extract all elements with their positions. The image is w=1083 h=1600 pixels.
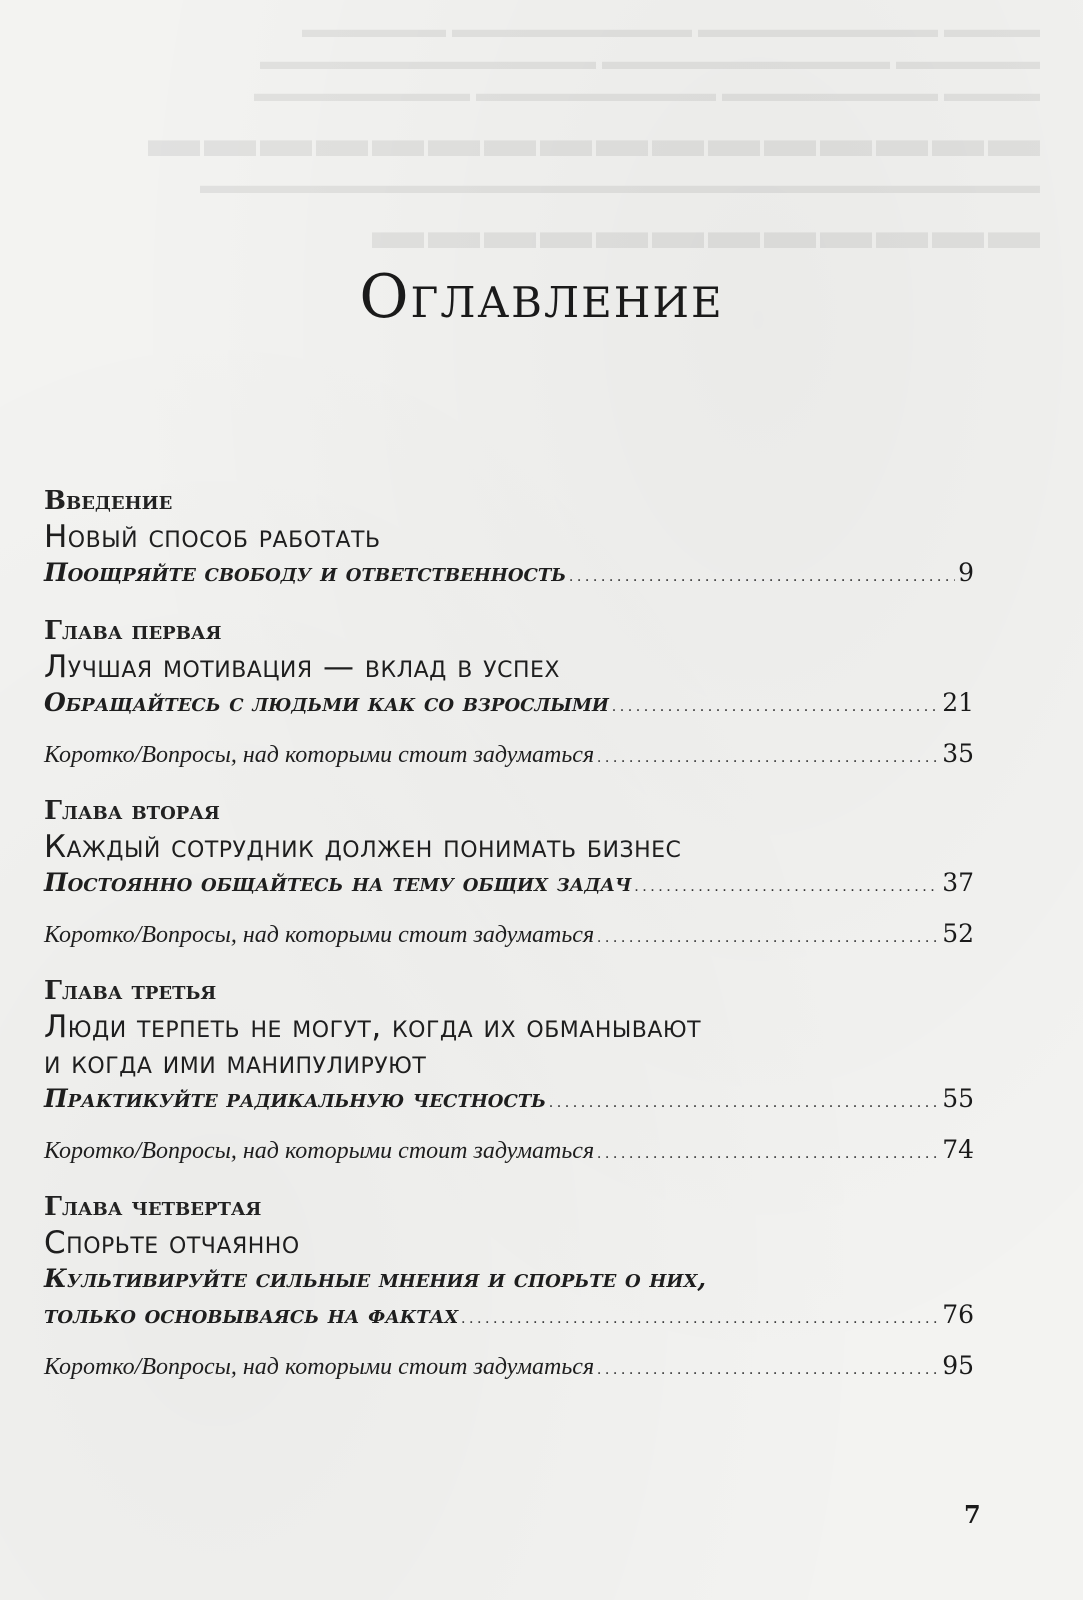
toc-entry-summary[interactable]	[44, 1349, 974, 1387]
entry-text: Обращайтесь с людьми как со взрослыми	[44, 688, 609, 717]
leader-dots	[597, 741, 939, 775]
leader-dots	[597, 1137, 939, 1171]
leader-dots	[597, 921, 939, 955]
toc-section-chapter-3	[44, 973, 974, 1171]
toc-entry-main[interactable]	[44, 1081, 974, 1121]
chapter-title: Каждый сотрудник должен понимать бизнес	[44, 829, 682, 865]
page-number: 76	[942, 1300, 974, 1329]
entry-text-first-line: Культивируйте сильные мнения и спорьте о них,	[44, 1264, 707, 1293]
toc-section-chapter-2	[44, 793, 974, 955]
page-number: 37	[942, 868, 974, 897]
page-number: 52	[942, 919, 974, 948]
page-number: 74	[942, 1135, 974, 1164]
entry-text: Коротко/Вопросы, над которыми стоит задуматься	[44, 922, 595, 948]
page-number: 35	[942, 739, 974, 768]
page-number: 55	[942, 1084, 974, 1113]
page-number: 95	[942, 1351, 974, 1380]
leader-dots	[569, 559, 955, 595]
toc-entry-summary[interactable]	[44, 737, 974, 775]
toc-entry-main[interactable]	[44, 685, 974, 725]
chapter-title-continued: и когда ими манипулируют	[44, 1045, 427, 1081]
section-label: Глава четвертая	[44, 1192, 262, 1222]
page-number: 9	[958, 558, 974, 587]
section-label: Глава вторая	[44, 796, 220, 826]
chapter-title: Люди терпеть не могут, когда их обманывают	[44, 1009, 702, 1045]
section-label: Введение	[44, 486, 173, 516]
toc-section-introduction	[44, 483, 974, 595]
entry-text: Коротко/Вопросы, над которыми стоит задуматься	[44, 1354, 595, 1380]
entry-text: Постоянно общайтесь на тему общих задач	[44, 868, 632, 897]
leader-dots	[612, 689, 939, 725]
toc-entry-main[interactable]	[44, 555, 974, 595]
toc-heading: Оглавление	[359, 262, 724, 332]
toc-section-chapter-4	[44, 1189, 974, 1387]
page-number: 21	[942, 688, 974, 717]
bleed-through-decoration: ▬▬▬▬ ▬▬▬▬▬▬▬▬▬▬ ▬▬▬▬▬▬▬▬▬▬ ▬▬▬▬▬▬ ▬▬▬▬▬▬ ▬▬▬▬▬▬▬▬▬▬▬▬ ▬▬▬▬▬▬▬▬▬▬▬▬▬▬ ▬▬▬▬ ▬▬▬▬▬▬▬▬▬ ▬▬▬▬▬▬▬▬▬▬ ▬▬▬▬▬▬▬▬▬ ▬▬▬▬▬▬▬▬▬▬▬▬▬▬▬▬ ▬▬▬▬▬▬▬▬▬▬▬▬▬▬▬▬▬▬▬▬▬▬▬▬▬▬▬▬▬▬▬▬▬▬▬ ▬▬▬▬▬▬▬▬▬▬▬▬	[144, 17, 1040, 260]
table-of-contents	[44, 483, 974, 1405]
folio-page-number: 7	[964, 1500, 981, 1529]
entry-text: Поощряйте свободу и ответственность	[44, 558, 567, 587]
entry-text: Коротко/Вопросы, над которыми стоит задуматься	[44, 1138, 595, 1164]
toc-entry-main[interactable]	[44, 865, 974, 905]
chapter-title: Лучшая мотивация — вклад в успех	[44, 649, 560, 685]
toc-section-chapter-1	[44, 613, 974, 775]
chapter-title: Новый способ работать	[44, 519, 381, 555]
leader-dots	[597, 1353, 939, 1387]
toc-entry-main[interactable]	[44, 1297, 974, 1337]
toc-entry-summary[interactable]	[44, 1133, 974, 1171]
leader-dots	[461, 1301, 939, 1337]
toc-entry-summary[interactable]	[44, 917, 974, 955]
chapter-title: Спорьте отчаянно	[44, 1225, 300, 1261]
leader-dots	[549, 1085, 939, 1121]
section-label: Глава третья	[44, 976, 217, 1006]
entry-text: Практикуйте радикальную честность	[44, 1084, 547, 1113]
leader-dots	[634, 869, 939, 905]
entry-text: Коротко/Вопросы, над которыми стоит задуматься	[44, 742, 595, 768]
section-label: Глава первая	[44, 616, 222, 646]
entry-text: только основываясь на фактах	[44, 1300, 459, 1329]
